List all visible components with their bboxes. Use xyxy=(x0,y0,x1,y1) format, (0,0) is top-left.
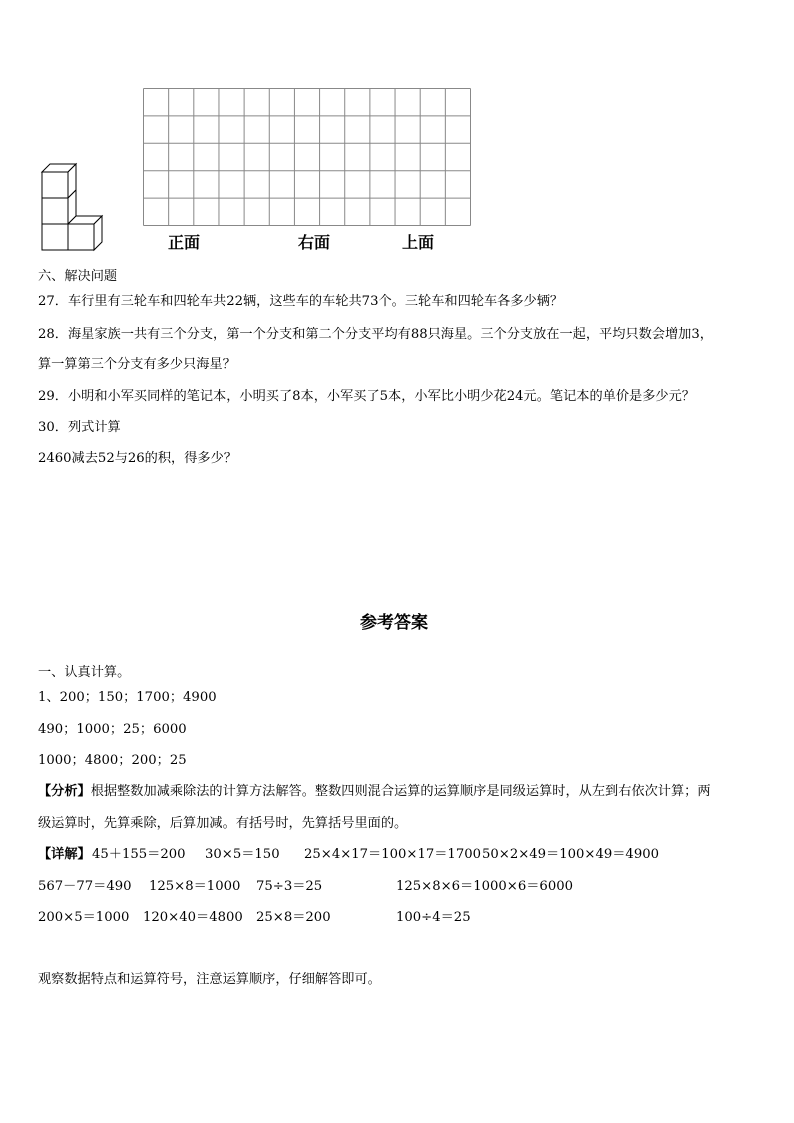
detail-cell: 45＋155＝200 xyxy=(92,847,186,862)
answers-line1: 1、200；150；1700；4900 xyxy=(38,690,217,705)
question-28-line1: 28．海星家族一共有三个分支，第一个分支和第二个分支平均有88只海星。三个分支放在一起，平均只数会增加3， xyxy=(38,327,713,342)
cube-figure xyxy=(38,158,112,254)
analysis-line1 xyxy=(38,780,711,799)
detail-cell: 30×5＝150 xyxy=(205,847,280,862)
section6-heading: 六、解决问题 xyxy=(38,269,118,284)
detail-cell: 75÷3＝25 xyxy=(256,879,323,894)
analysis-line2: 级运算时，先算乘除，后算加减。有括号时，先算括号里面的。 xyxy=(38,816,408,831)
analysis-text-1: 根据整数加减乘除法的计算方法解答。整数四则混合运算的运算顺序是同级运算时，从左到右依次计算；两 xyxy=(90,784,711,799)
detail-cell: 200×5＝1000 xyxy=(38,910,130,925)
view-label-top: 上面 xyxy=(402,233,435,252)
question-29: 29．小明和小军买同样的笔记本，小明买了8本，小军买了5本，小军比小明少花24元。笔记本的单价是多少元？ xyxy=(38,389,695,404)
detail-tag: 【详解】 xyxy=(38,847,91,862)
drawing-grid xyxy=(143,88,471,226)
detail-cell: 567－77＝490 xyxy=(38,879,132,894)
detail-cell: 125×8＝1000 xyxy=(149,879,241,894)
analysis-tag: 【分析】 xyxy=(38,784,91,799)
view-label-front: 正面 xyxy=(168,233,201,252)
conclusion: 观察数据特点和运算符号，注意运算顺序，仔细解答即可。 xyxy=(38,972,381,987)
answers-section1: 一、认真计算。 xyxy=(38,665,131,680)
answers-line2: 490；1000；25；6000 xyxy=(38,722,187,737)
detail-cell: 120×40＝4800 xyxy=(143,910,243,925)
detail-row1 xyxy=(38,843,778,862)
question-28-line2: 算一算第三个分支有多少只海星？ xyxy=(38,357,236,372)
question-30-title: 30．列式计算 xyxy=(38,420,121,435)
view-label-right: 右面 xyxy=(298,233,331,252)
question-27: 27．车行里有三轮车和四轮车共22辆，这些车的车轮共73个。三轮车和四轮车各多少辆？ xyxy=(38,294,564,309)
detail-cell: 125×8×6＝1000×6＝6000 xyxy=(396,879,573,894)
detail-cell: 100÷4＝25 xyxy=(396,910,471,925)
detail-cell: 25×8＝200 xyxy=(256,910,331,925)
detail-cell: 25×4×17＝100×17＝1700 xyxy=(304,847,481,862)
answers-title: 参考答案 xyxy=(360,613,428,633)
question-30-body: 2460减去52与26的积，得多少？ xyxy=(38,451,237,466)
detail-cell: 50×2×49＝100×49＝4900 xyxy=(482,847,659,862)
answers-line3: 1000；4800；200；25 xyxy=(38,753,187,768)
